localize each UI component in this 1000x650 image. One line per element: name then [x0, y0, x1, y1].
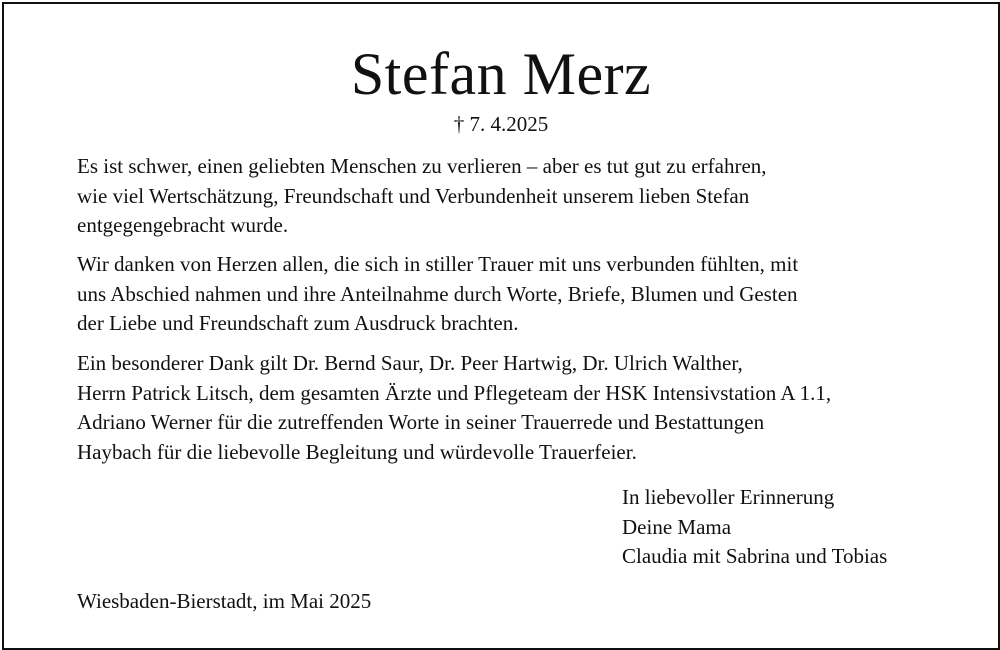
- text-line: Ein besonderer Dank gilt Dr. Bernd Saur, Dr. Peer Hartwig, Dr. Ulrich Walther,: [77, 351, 743, 375]
- thanks-paragraph-3: [77, 349, 957, 467]
- closing-line: Claudia mit Sabrina und Tobias: [622, 544, 888, 568]
- place-and-date: Wiesbaden-Bierstadt, im Mai 2025: [77, 589, 372, 613]
- deceased-name: Stefan Merz: [350, 41, 652, 107]
- thanks-paragraph-2: [77, 250, 957, 339]
- text-line: Haybach für die liebevolle Begleitung und würdevolle Trauerfeier.: [77, 439, 637, 464]
- closing-line: In liebevoller Erinnerung: [622, 485, 835, 509]
- obituary-notice: [2, 2, 1000, 650]
- thanks-paragraph-1: [77, 152, 957, 241]
- text-line: wie viel Wertschätzung, Freundschaft und Verbundenheit unserem lieben Stefan: [77, 183, 750, 208]
- death-date: † 7. 4.2025: [453, 112, 549, 136]
- text-line: Wir danken von Herzen allen, die sich in stiller Trauer mit uns verbunden fühlten, mit: [77, 252, 799, 276]
- text-line: Adriano Werner für die zutreffenden Worte in seiner Trauerrede und Bestattungen: [77, 410, 765, 434]
- text-line: entgegengebracht wurde.: [77, 213, 289, 237]
- text-line: der Liebe und Freundschaft zum Ausdruck brachten.: [77, 311, 519, 335]
- signature-block: [622, 483, 887, 572]
- text-line: Es ist schwer, einen geliebten Menschen zu verlieren – aber es tut gut zu erfahren,: [77, 154, 767, 178]
- text-line: uns Abschied nahmen und ihre Anteilnahme durch Worte, Briefe, Blumen und Gesten: [77, 281, 798, 306]
- closing-line: Deine Mama: [622, 514, 732, 539]
- text-line: Herrn Patrick Litsch, dem gesamten Ärzte und Pflegeteam der HSK Intensivstation A 1.1,: [77, 380, 832, 405]
